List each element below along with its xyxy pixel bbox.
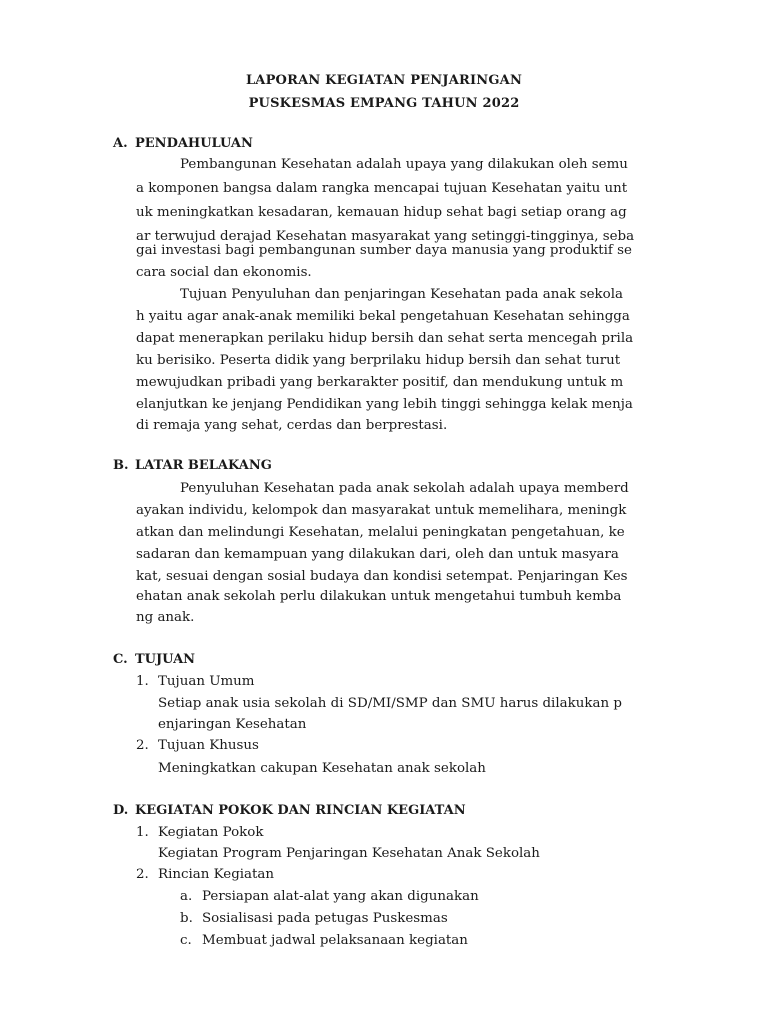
section-a-line: uk meningkatkan kesadaran, kemauan hidup sehat bagi setiap orang ag [136,205,627,220]
list-number: 2. [136,867,149,882]
section-d-letter: D. [113,803,129,818]
list-number: 1. [136,825,149,840]
section-c-heading [113,652,195,667]
section-a-line: ar terwujud derajad Kesehatan masyarakat yang setinggi-tingginya, seba [136,229,635,244]
section-c-letter: C. [113,652,128,667]
subitem-text: Sosialisasi pada petugas Puskesmas [202,911,448,926]
section-b-letter: B. [113,458,129,473]
tujuan-umum-item [136,674,255,689]
section-a-line: elanjutkan ke jenjang Pendidikan yang lebih tinggi sehingga kelak menja [136,397,633,412]
section-a-line: gai investasi bagi pembangunan sumber daya manusia yang produktif se [136,243,632,258]
section-a-line: di remaja yang sehat, cerdas dan berprestasi. [136,418,448,433]
section-d-title: KEGIATAN POKOK DAN RINCIAN KEGIATAN [135,803,466,818]
tujuan-khusus-item [136,738,259,753]
kegiatan-pokok-item [136,825,263,840]
document-title-line-1: LAPORAN KEGIATAN PENJARINGAN [245,73,523,88]
section-b-line: ng anak. [136,610,195,625]
rincian-subitem [180,933,468,948]
document-title-line-2: PUSKESMAS EMPANG TAHUN 2022 [248,96,520,111]
section-a-line: cara social dan ekonomis. [136,265,312,280]
rincian-subitem [180,911,448,926]
rincian-subitem [180,889,479,904]
subitem-text: Membuat jadwal pelaksanaan kegiatan [202,933,468,948]
section-d-heading [113,803,466,818]
tujuan-umum-line: enjaringan Kesehatan [158,717,307,732]
section-a-line: mewujudkan pribadi yang berkarakter positif, dan mendukung untuk m [136,375,624,390]
list-label: Tujuan Umum [158,674,255,689]
section-a-line: Pembangunan Kesehatan adalah upaya yang dilakukan oleh semu [180,157,628,172]
subitem-text: Persiapan alat-alat yang akan digunakan [202,889,479,904]
section-b-line: ayakan individu, kelompok dan masyarakat untuk memelihara, meningk [136,503,627,518]
tujuan-khusus-line: Meningkatkan cakupan Kesehatan anak sekolah [158,761,486,776]
kegiatan-pokok-line: Kegiatan Program Penjaringan Kesehatan Anak Sekolah [158,846,540,861]
section-b-title: LATAR BELAKANG [135,458,272,473]
section-a-line: ku berisiko. Peserta didik yang berprilaku hidup bersih dan sehat turut [136,353,621,368]
section-b-line: kat, sesuai dengan sosial budaya dan kondisi setempat. Penjaringan Kes [136,569,628,584]
section-a-title: PENDAHULUAN [135,136,253,151]
section-a-line: Tujuan Penyuluhan dan penjaringan Kesehatan pada anak sekola [180,287,623,302]
section-c-title: TUJUAN [135,652,196,667]
list-number: 2. [136,738,149,753]
list-number: 1. [136,674,149,689]
section-b-line: atkan dan melindungi Kesehatan, melalui peningkatan pengetahuan, ke [136,525,625,540]
section-a-heading [113,136,253,151]
subitem-letter: a. [180,889,193,904]
subitem-letter: b. [180,911,193,926]
section-a-letter: A. [113,136,128,151]
subitem-letter: c. [180,933,192,948]
section-b-heading [113,458,272,473]
section-a-line: a komponen bangsa dalam rangka mencapai tujuan Kesehatan yaitu unt [136,181,628,196]
list-label: Tujuan Khusus [158,738,259,753]
section-a-line: h yaitu agar anak-anak memiliki bekal pengetahuan Kesehatan sehingga [136,309,630,324]
section-b-line: sadaran dan kemampuan yang dilakukan dari, oleh dan untuk masyara [136,547,619,562]
list-label: Kegiatan Pokok [158,825,264,840]
section-b-line: Penyuluhan Kesehatan pada anak sekolah adalah upaya memberd [180,481,629,496]
rincian-kegiatan-item [136,867,274,882]
section-a-line: dapat menerapkan perilaku hidup bersih dan sehat serta mencegah prila [136,331,634,346]
list-label: Rincian Kegiatan [158,867,275,882]
tujuan-umum-line: Setiap anak usia sekolah di SD/MI/SMP dan SMU harus dilakukan p [158,696,622,711]
section-b-line: ehatan anak sekolah perlu dilakukan untuk mengetahui tumbuh kemba [136,589,622,604]
